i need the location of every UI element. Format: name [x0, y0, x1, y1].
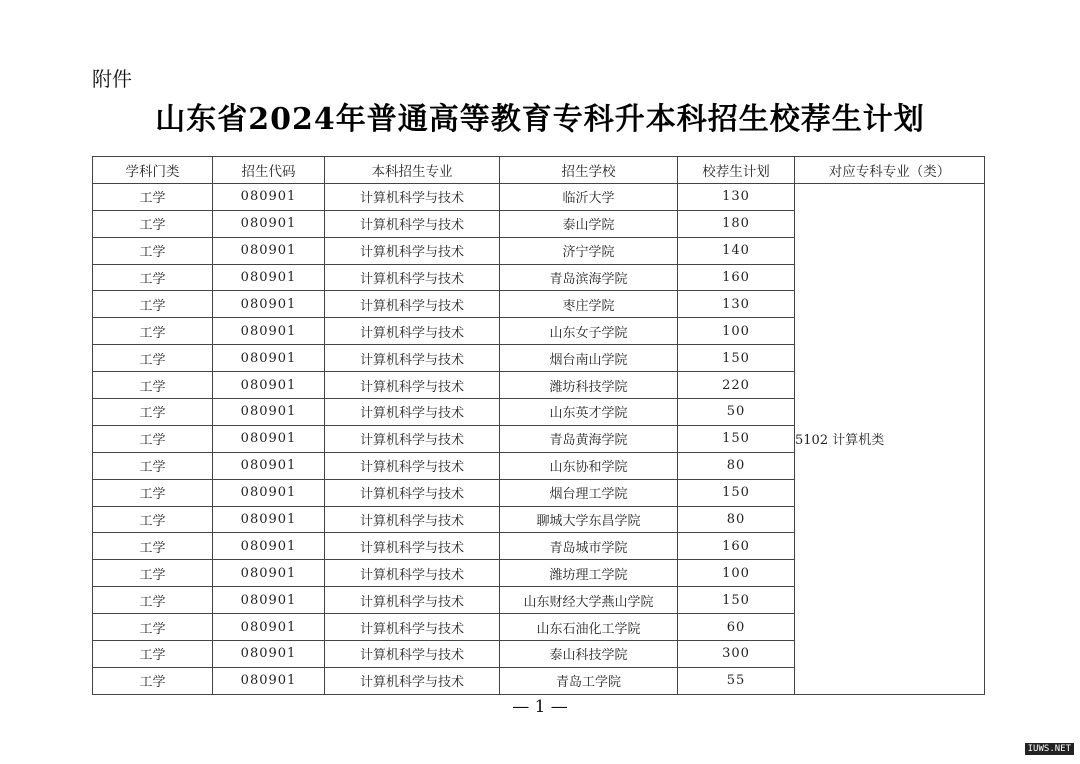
header-school: 招生学校	[500, 157, 678, 184]
cell-school: 潍坊科技学院	[500, 372, 678, 399]
cell-major: 计算机科学与技术	[325, 183, 500, 210]
cell-category: 工学	[93, 318, 213, 345]
cell-major: 计算机科学与技术	[325, 533, 500, 560]
cell-school: 临沂大学	[500, 183, 678, 210]
header-major: 本科招生专业	[325, 157, 500, 184]
table-header-row	[93, 157, 985, 184]
table-row	[93, 183, 985, 210]
cell-code: 080901	[213, 587, 325, 614]
cell-school: 枣庄学院	[500, 291, 678, 318]
cell-plan: 180	[678, 210, 795, 237]
cell-category: 工学	[93, 345, 213, 372]
cell-school: 山东女子学院	[500, 318, 678, 345]
cell-plan: 80	[678, 506, 795, 533]
cell-plan: 300	[678, 641, 795, 668]
cell-code: 080901	[213, 372, 325, 399]
watermark: IUWS.NET	[1025, 743, 1074, 755]
cell-major: 计算机科学与技术	[325, 372, 500, 399]
cell-category: 工学	[93, 560, 213, 587]
header-plan: 校荐生计划	[678, 157, 795, 184]
cell-code: 080901	[213, 506, 325, 533]
cell-school: 山东英才学院	[500, 399, 678, 426]
cell-major: 计算机科学与技术	[325, 452, 500, 479]
cell-major: 计算机科学与技术	[325, 345, 500, 372]
cell-category: 工学	[93, 479, 213, 506]
cell-major: 计算机科学与技术	[325, 506, 500, 533]
cell-plan: 160	[678, 264, 795, 291]
cell-plan: 150	[678, 345, 795, 372]
cell-plan: 130	[678, 291, 795, 318]
cell-major: 计算机科学与技术	[325, 587, 500, 614]
cell-category: 工学	[93, 667, 213, 694]
cell-plan: 80	[678, 452, 795, 479]
cell-plan: 100	[678, 560, 795, 587]
cell-school: 山东财经大学燕山学院	[500, 587, 678, 614]
cell-category: 工学	[93, 506, 213, 533]
cell-school: 聊城大学东昌学院	[500, 506, 678, 533]
cell-major: 计算机科学与技术	[325, 210, 500, 237]
cell-code: 080901	[213, 560, 325, 587]
cell-plan: 100	[678, 318, 795, 345]
cell-category: 工学	[93, 291, 213, 318]
cell-category: 工学	[93, 587, 213, 614]
page-number: — 1 —	[512, 697, 568, 717]
cell-plan: 60	[678, 614, 795, 641]
cell-plan: 150	[678, 425, 795, 452]
cell-major: 计算机科学与技术	[325, 560, 500, 587]
cell-school: 济宁学院	[500, 237, 678, 264]
cell-code: 080901	[213, 264, 325, 291]
cell-code: 080901	[213, 641, 325, 668]
cell-code: 080901	[213, 291, 325, 318]
cell-code: 080901	[213, 345, 325, 372]
table-body	[93, 183, 985, 694]
header-category: 学科门类	[93, 157, 213, 184]
cell-plan: 55	[678, 667, 795, 694]
cell-category: 工学	[93, 452, 213, 479]
cell-category: 工学	[93, 614, 213, 641]
cell-school: 青岛黄海学院	[500, 425, 678, 452]
cell-major: 计算机科学与技术	[325, 425, 500, 452]
cell-school: 青岛滨海学院	[500, 264, 678, 291]
admission-plan-table	[92, 156, 985, 695]
cell-major: 计算机科学与技术	[325, 264, 500, 291]
cell-major: 计算机科学与技术	[325, 318, 500, 345]
cell-plan: 150	[678, 479, 795, 506]
cell-major: 计算机科学与技术	[325, 399, 500, 426]
cell-school: 烟台理工学院	[500, 479, 678, 506]
cell-major: 计算机科学与技术	[325, 479, 500, 506]
cell-school: 泰山学院	[500, 210, 678, 237]
cell-category: 工学	[93, 237, 213, 264]
cell-code: 080901	[213, 183, 325, 210]
cell-code: 080901	[213, 614, 325, 641]
cell-code: 080901	[213, 237, 325, 264]
cell-corresponding-major: 5102 计算机类	[795, 183, 985, 694]
cell-school: 山东石油化工学院	[500, 614, 678, 641]
cell-code: 080901	[213, 533, 325, 560]
cell-plan: 150	[678, 587, 795, 614]
cell-plan: 130	[678, 183, 795, 210]
attachment-label: 附件	[92, 67, 132, 91]
cell-school: 烟台南山学院	[500, 345, 678, 372]
cell-category: 工学	[93, 372, 213, 399]
cell-school: 青岛城市学院	[500, 533, 678, 560]
cell-code: 080901	[213, 452, 325, 479]
cell-code: 080901	[213, 318, 325, 345]
cell-category: 工学	[93, 425, 213, 452]
cell-school: 泰山科技学院	[500, 641, 678, 668]
cell-major: 计算机科学与技术	[325, 641, 500, 668]
cell-code: 080901	[213, 425, 325, 452]
cell-code: 080901	[213, 210, 325, 237]
cell-category: 工学	[93, 533, 213, 560]
cell-code: 080901	[213, 479, 325, 506]
cell-major: 计算机科学与技术	[325, 614, 500, 641]
cell-school: 山东协和学院	[500, 452, 678, 479]
cell-major: 计算机科学与技术	[325, 237, 500, 264]
cell-school: 青岛工学院	[500, 667, 678, 694]
header-code: 招生代码	[213, 157, 325, 184]
cell-plan: 140	[678, 237, 795, 264]
cell-plan: 50	[678, 399, 795, 426]
cell-code: 080901	[213, 667, 325, 694]
header-corresponding-major: 对应专科专业（类）	[795, 157, 985, 184]
cell-category: 工学	[93, 399, 213, 426]
cell-category: 工学	[93, 210, 213, 237]
cell-plan: 160	[678, 533, 795, 560]
cell-category: 工学	[93, 264, 213, 291]
cell-category: 工学	[93, 641, 213, 668]
cell-major: 计算机科学与技术	[325, 291, 500, 318]
cell-code: 080901	[213, 399, 325, 426]
cell-plan: 220	[678, 372, 795, 399]
cell-school: 潍坊理工学院	[500, 560, 678, 587]
document-title: 山东省2024年普通高等教育专科升本科招生校荐生计划	[155, 102, 925, 137]
cell-category: 工学	[93, 183, 213, 210]
cell-major: 计算机科学与技术	[325, 667, 500, 694]
